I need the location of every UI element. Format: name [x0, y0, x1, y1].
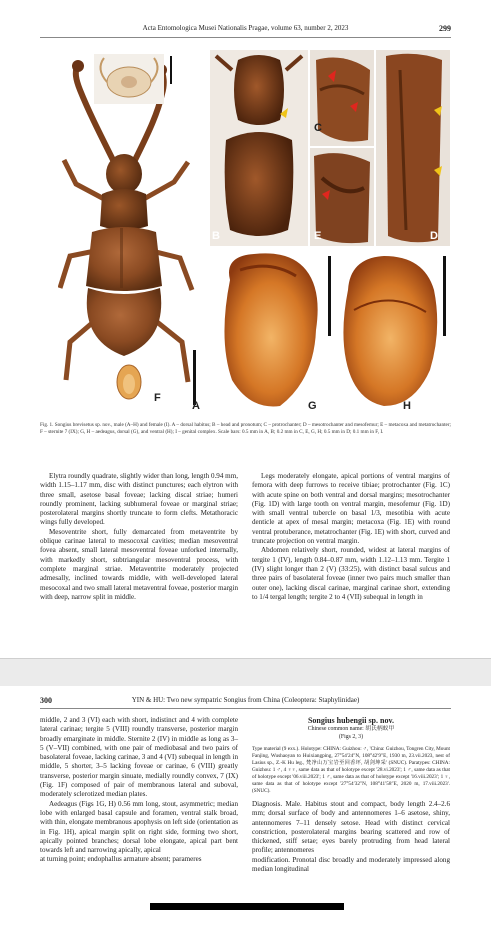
- diagnosis-paragraph-continued: modification. Pronotal disc broadly and moderately impressed along median longitudinal: [252, 855, 450, 874]
- beetle-habitus-image: [58, 50, 208, 412]
- label-d: D: [430, 230, 438, 242]
- right-column-p299: [252, 472, 450, 602]
- redaction-bar: [150, 903, 344, 910]
- left-column-p300: [40, 716, 238, 865]
- type-material: Type material (9 exx.). Holotype: CHINA: Guizhou: ♂, 'China: Guizhou, Tongren City, Mount Fanjing, Wushaoyan to Huixiangping, 27°54′24″N, 108°42′9″E, 1930 m, 23.vii.2023, nest of Lasius sp., Z.-K Hu leg., 梵净山万宝岩至回香坪, 胡剑坤采' (SNUC). Paratypes: CHINA: Guizhou: 1 ♂, 4 ♀♀, same data as that of holotype except '28.vi.2023'; 1 ♂, same data as that of holotype except '06.viii.2023'; 1 ♂, same data as that of holotype except '16.viii.2023'; 1 ♀, same data as that of holotype except '27°54′32″N, 108°41′58″E, 2020 m, 17.viii.2023'. (SNUC).: [252, 746, 450, 794]
- panel-a-habitus: [58, 50, 208, 412]
- common-name: Chinese common name: 胡氏柄蚁甲: [307, 726, 395, 732]
- scale-bar-inset: [170, 56, 172, 84]
- figure-reference: (Figs 2, 3): [339, 733, 363, 740]
- running-head: [40, 24, 451, 36]
- scale-bar-a: [193, 350, 196, 405]
- label-e: E: [314, 230, 322, 242]
- journal-page-300: [0, 686, 491, 931]
- species-title: Songius hubengii sp. nov.: [307, 716, 395, 725]
- paragraph: Legs moderately elongate, apical portions of ventral margins of femora with deep furrows to receive tibiae; protrochanter (Fig. 1C) with acute spine on both ventral and dorsal margins; mesotrochanter (Fig. 1D) with large tooth on ventral margin, mesofemur (Fig. 1D) with small ventral tubercle on basal 1/3, mesotibia with acute denticle at apex of mesal margin; metacoxa (Fig. 1E) with round ventral protuberance, metatrochanter (Fig. 1E) with short, curved and truncate projection on ventral margin.: [252, 472, 450, 546]
- running-head-300: [40, 696, 451, 708]
- panel-g-aedeagus-dorsal: [210, 250, 328, 414]
- paragraph: Abdomen relatively short, rounded, widest at lateral margins of tergite 1 (IV), length 0.84–0.87 mm, width 1.12–1.13 mm. Tergite 1 (IV) slight longer than 2 (V) (33:25), with distinct basal sulcus and three pairs of basolateral foveae (inner two pairs much smaller than outer one), lacking discal carinae, marginal carinae short, extending to 1/4 tergal length; tergite 2 to 4 (VII) subequal in length in: [252, 546, 450, 601]
- panel-f-sternite: [114, 362, 144, 402]
- right-column-p300: [252, 716, 450, 874]
- inset-head-detail: [94, 54, 164, 104]
- label-a: A: [192, 400, 200, 412]
- left-column-p299: [40, 472, 238, 602]
- paragraph: at turning point; endophallus armature absent; parameres: [40, 855, 202, 864]
- label-c: C: [314, 122, 322, 134]
- panel-h-aedeagus-ventral: [334, 250, 446, 414]
- paragraph: Aedeagus (Figs 1G, H) 0.56 mm long, stout, asymmetric; median lobe with enlarged basal capsule and foramen, ventral stalk broad, with thin, elongate membranous apophysis on left side (orientation as in Fig. 1H), apical margin split on right side, forming two short, apically pointed branches; dorsal lobe elongate, apical part bent towards left and narrowing apically, apical: [40, 799, 238, 855]
- scale-bar-g: [328, 256, 331, 336]
- label-b: B: [212, 230, 220, 242]
- scale-bar-h: [443, 256, 446, 336]
- header-rule: [40, 37, 451, 38]
- panel-b-head-pronotum: [210, 50, 308, 246]
- paragraph: Elytra roundly quadrate, slightly wider than long, length 0.94 mm, width 1.15–1.17 mm, disc with distinct punctures; each elytron with three small, asetose basal foveae; lacking discal striae; humeri roundly prominent, lacking subhumeral foveae or marginal striae; posterolateral margins shortly truncate to form clefts. Metathoracic wings fully developed.: [40, 472, 238, 527]
- journal-header: Acta Entomologica Musei Nationalis Pragae, volume 63, number 2, 2023: [142, 24, 349, 32]
- header-rule-300: [40, 708, 451, 709]
- page-gap: [0, 658, 491, 688]
- page-number: 299: [439, 24, 451, 33]
- label-f: F: [154, 392, 161, 404]
- page-number-300: 300: [40, 696, 52, 705]
- figure-caption: Fig. 1. Songius brevisetus sp. nov., male (A–H) and female (I). A – dorsal habitus; B – head and pronotum; C – protrochanter; D – mesotrochanter and mesofemur; E – metacoxa and metatrochanter; F – sternite 7 (IX); G, H – aedeagus, dorsal (G), and ventral (H); I – genital complex. Scale bars: 0.5 mm in A, B; 0.2 mm in C, E, G, H; 0.5 mm in D; 0.1 mm in F, I.: [40, 422, 451, 435]
- label-g: G: [308, 400, 317, 412]
- label-h: H: [403, 400, 411, 412]
- running-head-title: YIN & HU: Two new sympatric Songius from China (Coleoptera: Staphylinidae): [131, 696, 360, 704]
- panel-d-mesotrochanter: [376, 50, 450, 246]
- figure-plate: [58, 50, 450, 418]
- paragraph: middle, 2 and 3 (VI) each with short, indistinct and 4 with complete lateral carinae; tergite 5 (VIII) roundly transverse, posterior margin broadly emarginate in middle. Sternite 2 (IV) in middle as long as 3–5 (V–VII) combined, with one pair of mediobasal and two pairs of basolateral foveae, lacking carinae, 3 and 4 (VI) subequal in length in middle, 5 shorter, 3–5 lacking foveae or carinae, 6 (VIII) greatly transverse, posterior margin sinuate, medially roundly convex, 7 (IX) (Fig. 1F) composed of pair of membranous lateral and suboval, moderately sclerotized median plates.: [40, 716, 238, 799]
- diagnosis-paragraph: Diagnosis. Male. Habitus stout and compact, body length 2.4–2.6 mm; dorsal surface of body and antennomeres 1–6 asetose, shiny, antennomeres 7–11 densely setose. Head with distinct cervical constriction, posterolateral margins bearing scattered and row of thickened, stiff setae; eyes barely protruding from head lateral profile; antennomeres: [252, 800, 450, 855]
- paragraph: Mesoventrite short, fully demarcated from metaventrite by oblique carinae lateral to mesocoxal cavities; median mesoventral fovea absent, small lateral mesoventral foveae unforked internally, with markedly short, subtriangular mesoventral process, with complete marginal striae. Metaventrite moderately projected admesally, inclined towards middle, with well-developed lateral mesocoxal and two small lateral metaventral foveae, posterior margin with deep, narrow split in middle.: [40, 527, 238, 601]
